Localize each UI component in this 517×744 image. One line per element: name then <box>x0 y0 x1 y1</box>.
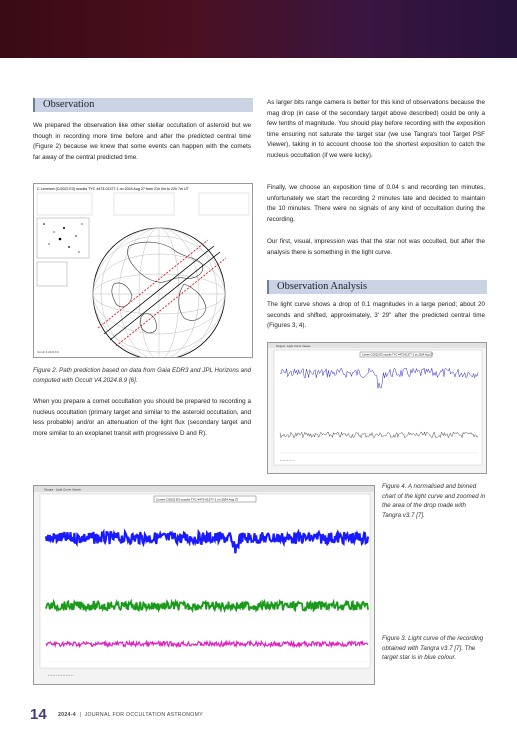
figure-4-caption: Figure 4. A normalised and binned chart of the light curve and zoomed in the area of the drop made with Tangra v3.7 [7]. <box>382 483 486 519</box>
figure-3-caption: Figure 3. Light curve of the recording obtained with Tangra v3.7 [7]. The target star is in blue colour. <box>382 635 484 662</box>
x-axis-note: ▪ ▪ ▪ ▪ ▪ ▪ ▪ ▪ ▪ ▪ <box>280 459 295 462</box>
footer-journal <box>58 712 203 718</box>
section-heading-observation <box>33 98 253 112</box>
header-band <box>0 0 517 58</box>
section-heading-analysis <box>267 280 487 294</box>
paragraph: The light curve shows a drop of 0.1 magnitudes in a large period; about 20 seconds and shifted, approximately, 3' 29" after the predicted central time (Figures 3, 4). <box>267 301 485 330</box>
figure-2-path-prediction <box>33 183 253 358</box>
map-footnote: Occult 4.2024.8.9 <box>37 350 59 354</box>
chart-label: Comet C/2022 E3 occults TYC 4473-01377-1 on 2024 Aug 27 <box>362 353 434 357</box>
window-title: Tangra - Light Curve Viewer <box>276 344 311 348</box>
figure-3-light-curve <box>33 485 375 685</box>
paragraph: Finally, we choose an exposition time of 0.04 s and recording ten minutes, unfortunately we start the recording 2 minutes late and decided to maintain the 10 minutes. There were no signals of any kind of occultation during the recording. <box>267 184 485 223</box>
chart-label: Comet C/2022 E3 occults TYC 4473-01377-1 on 2024 Aug 27 <box>156 497 239 502</box>
path-map <box>34 184 252 357</box>
fig3-chart <box>34 486 374 684</box>
issue: 2024-4 <box>58 712 76 718</box>
figure-2-caption: Figure 2. Path prediction based on data from Gaia EDR3 and JPL Horizons and computed with Occult V4.2024.8.9 [6]. <box>33 367 251 384</box>
section-title: Observation <box>43 99 95 110</box>
paragraph: We prepared the observation like other stellar occultation of asteroid but we though in recording more time before and after the predicted central time (Figure 2) because we knew that some events can happen with the comets far away of the central predicted time. <box>33 122 251 161</box>
window-title: Tangra - Light Curve Viewer <box>44 487 82 492</box>
x-axis-ticks: ▪ ▪ ▪ ▪ ▪ ▪ ▪ ▪ ▪ ▪ ▪ ▪ ▪ ▪ ▪ ▪ <box>48 674 74 677</box>
journal-name: JOURNAL FOR OCCULTATION ASTRONOMY <box>84 712 203 718</box>
fig4-chart <box>268 343 486 473</box>
section-title: Observation Analysis <box>277 281 368 292</box>
paragraph: When you prepare a comet occultation you should be prepared to recording a nucleus occultation (primary target and similar to the asteroid occultation, and less probable) and/or an attenuation of the light flux (secondary target and more similar to an exoplanet transit with progressive D and R). <box>33 398 251 437</box>
page-number: 14 <box>30 706 47 723</box>
separator: | <box>77 712 83 718</box>
paragraph: Our first, visual, impression was that the star not was occulted, but after the analysis there is something in the light curve. <box>267 238 485 256</box>
paragraph: As larger bits range camera is better for this kind of observations because the mag drop (in case of the secondary target above described) could be only a few tenths of magnitude. You should play before recording with the exposition time ensuring not saturate the target star (we use Tangra's tool Target PSF Viewer), taking in to account choose too the shortest exposition to catch the nucleus occultation (if we were lucky). <box>267 99 485 159</box>
figure-4-binned-light-curve <box>267 342 487 474</box>
map-header: C Lemmon (C/2022 E3) occults TYC 4473-01377-1 on 2024 Aug 27 from 21h 0m to 22h 7m UT <box>37 187 189 191</box>
